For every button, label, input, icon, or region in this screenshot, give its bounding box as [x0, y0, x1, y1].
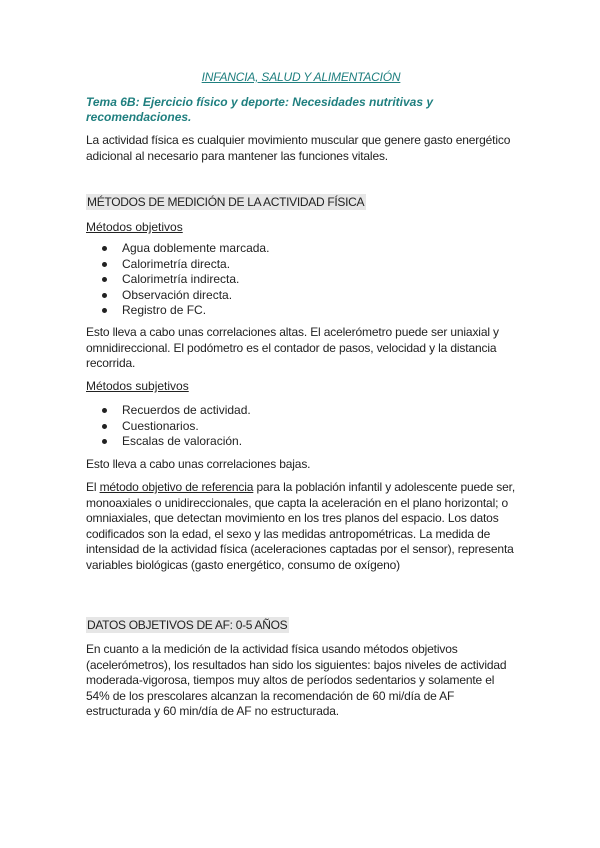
- subjective-methods-list: [86, 403, 251, 450]
- bullet-icon: [102, 439, 107, 444]
- bullet-icon: [102, 308, 107, 313]
- bullet-icon: [102, 262, 107, 267]
- reference-method-paragraph: El método objetivo de referencia para la población infantil y adolescente puede ser, monoaxiales o unidireccionales, que capta la aceleración en el plano horizontal; o omniaxiales, que detectan movimiento en los tres planos del espacio. Los datos codificados son la edad, el sexo y las medidas antropométricas. La medida de intensidad de la actividad física (aceleraciones captadas por el sensor), representa variables biológicas (gasto energético, consumo de oxígeno): [86, 480, 516, 572]
- intro-paragraph: La actividad física es cualquier movimiento muscular que genere gasto energético adicional al necesario para mantener las funciones vitales.: [86, 133, 511, 163]
- list-item: Registro de FC.: [86, 303, 269, 319]
- data-paragraph: En cuanto a la medición de la actividad física usando métodos objetivos (acelerómetros), los resultados han sido los siguientes: bajos niveles de actividad moderada-vigorosa, tiempos muy altos de períodos sedentarios y solamente el 54% de los prescolares alcanzan la recomendación de 60 mi/día de AF estructurada y 60 min/día de AF no estructurada.: [86, 642, 507, 718]
- bullet-icon: [102, 246, 107, 251]
- section-heading-methods: MÉTODOS DE MEDICIÓN DE LA ACTIVIDAD FÍSICA: [87, 195, 365, 209]
- reference-method-term: método objetivo de referencia: [99, 480, 254, 494]
- bullet-icon: [102, 424, 107, 429]
- subjective-methods-note: Esto lleva a cabo unas correlaciones bajas.: [86, 457, 311, 471]
- list-item: Observación directa.: [86, 288, 269, 304]
- objective-methods-note: Esto lleva a cabo unas correlaciones altas. El acelerómetro puede ser uniaxial y omnidireccional. El podómetro es el contador de pasos, velocidad y la distancia recorrida.: [86, 325, 499, 370]
- bullet-icon: [102, 293, 107, 298]
- bullet-icon: [102, 408, 107, 413]
- list-item: Calorimetría directa.: [86, 257, 269, 273]
- section-heading-data: DATOS OBJETIVOS DE AF: 0-5 AÑOS: [87, 618, 288, 632]
- list-item: Recuerdos de actividad.: [86, 403, 251, 419]
- bullet-icon: [102, 277, 107, 282]
- list-item: Calorimetría indirecta.: [86, 272, 269, 288]
- objective-methods-list: [86, 241, 269, 319]
- list-item: Agua doblemente marcada.: [86, 241, 269, 257]
- objective-methods-title: Métodos objetivos: [86, 220, 183, 234]
- document-subtitle: Tema 6B: Ejercicio físico y deporte: Necesidades nutritivas y recomendaciones.: [86, 95, 434, 124]
- document-title: INFANCIA, SALUD Y ALIMENTACIÓN: [201, 70, 401, 84]
- subjective-methods-title: Métodos subjetivos: [86, 379, 189, 393]
- list-item: Escalas de valoración.: [86, 434, 251, 450]
- list-item: Cuestionarios.: [86, 419, 251, 435]
